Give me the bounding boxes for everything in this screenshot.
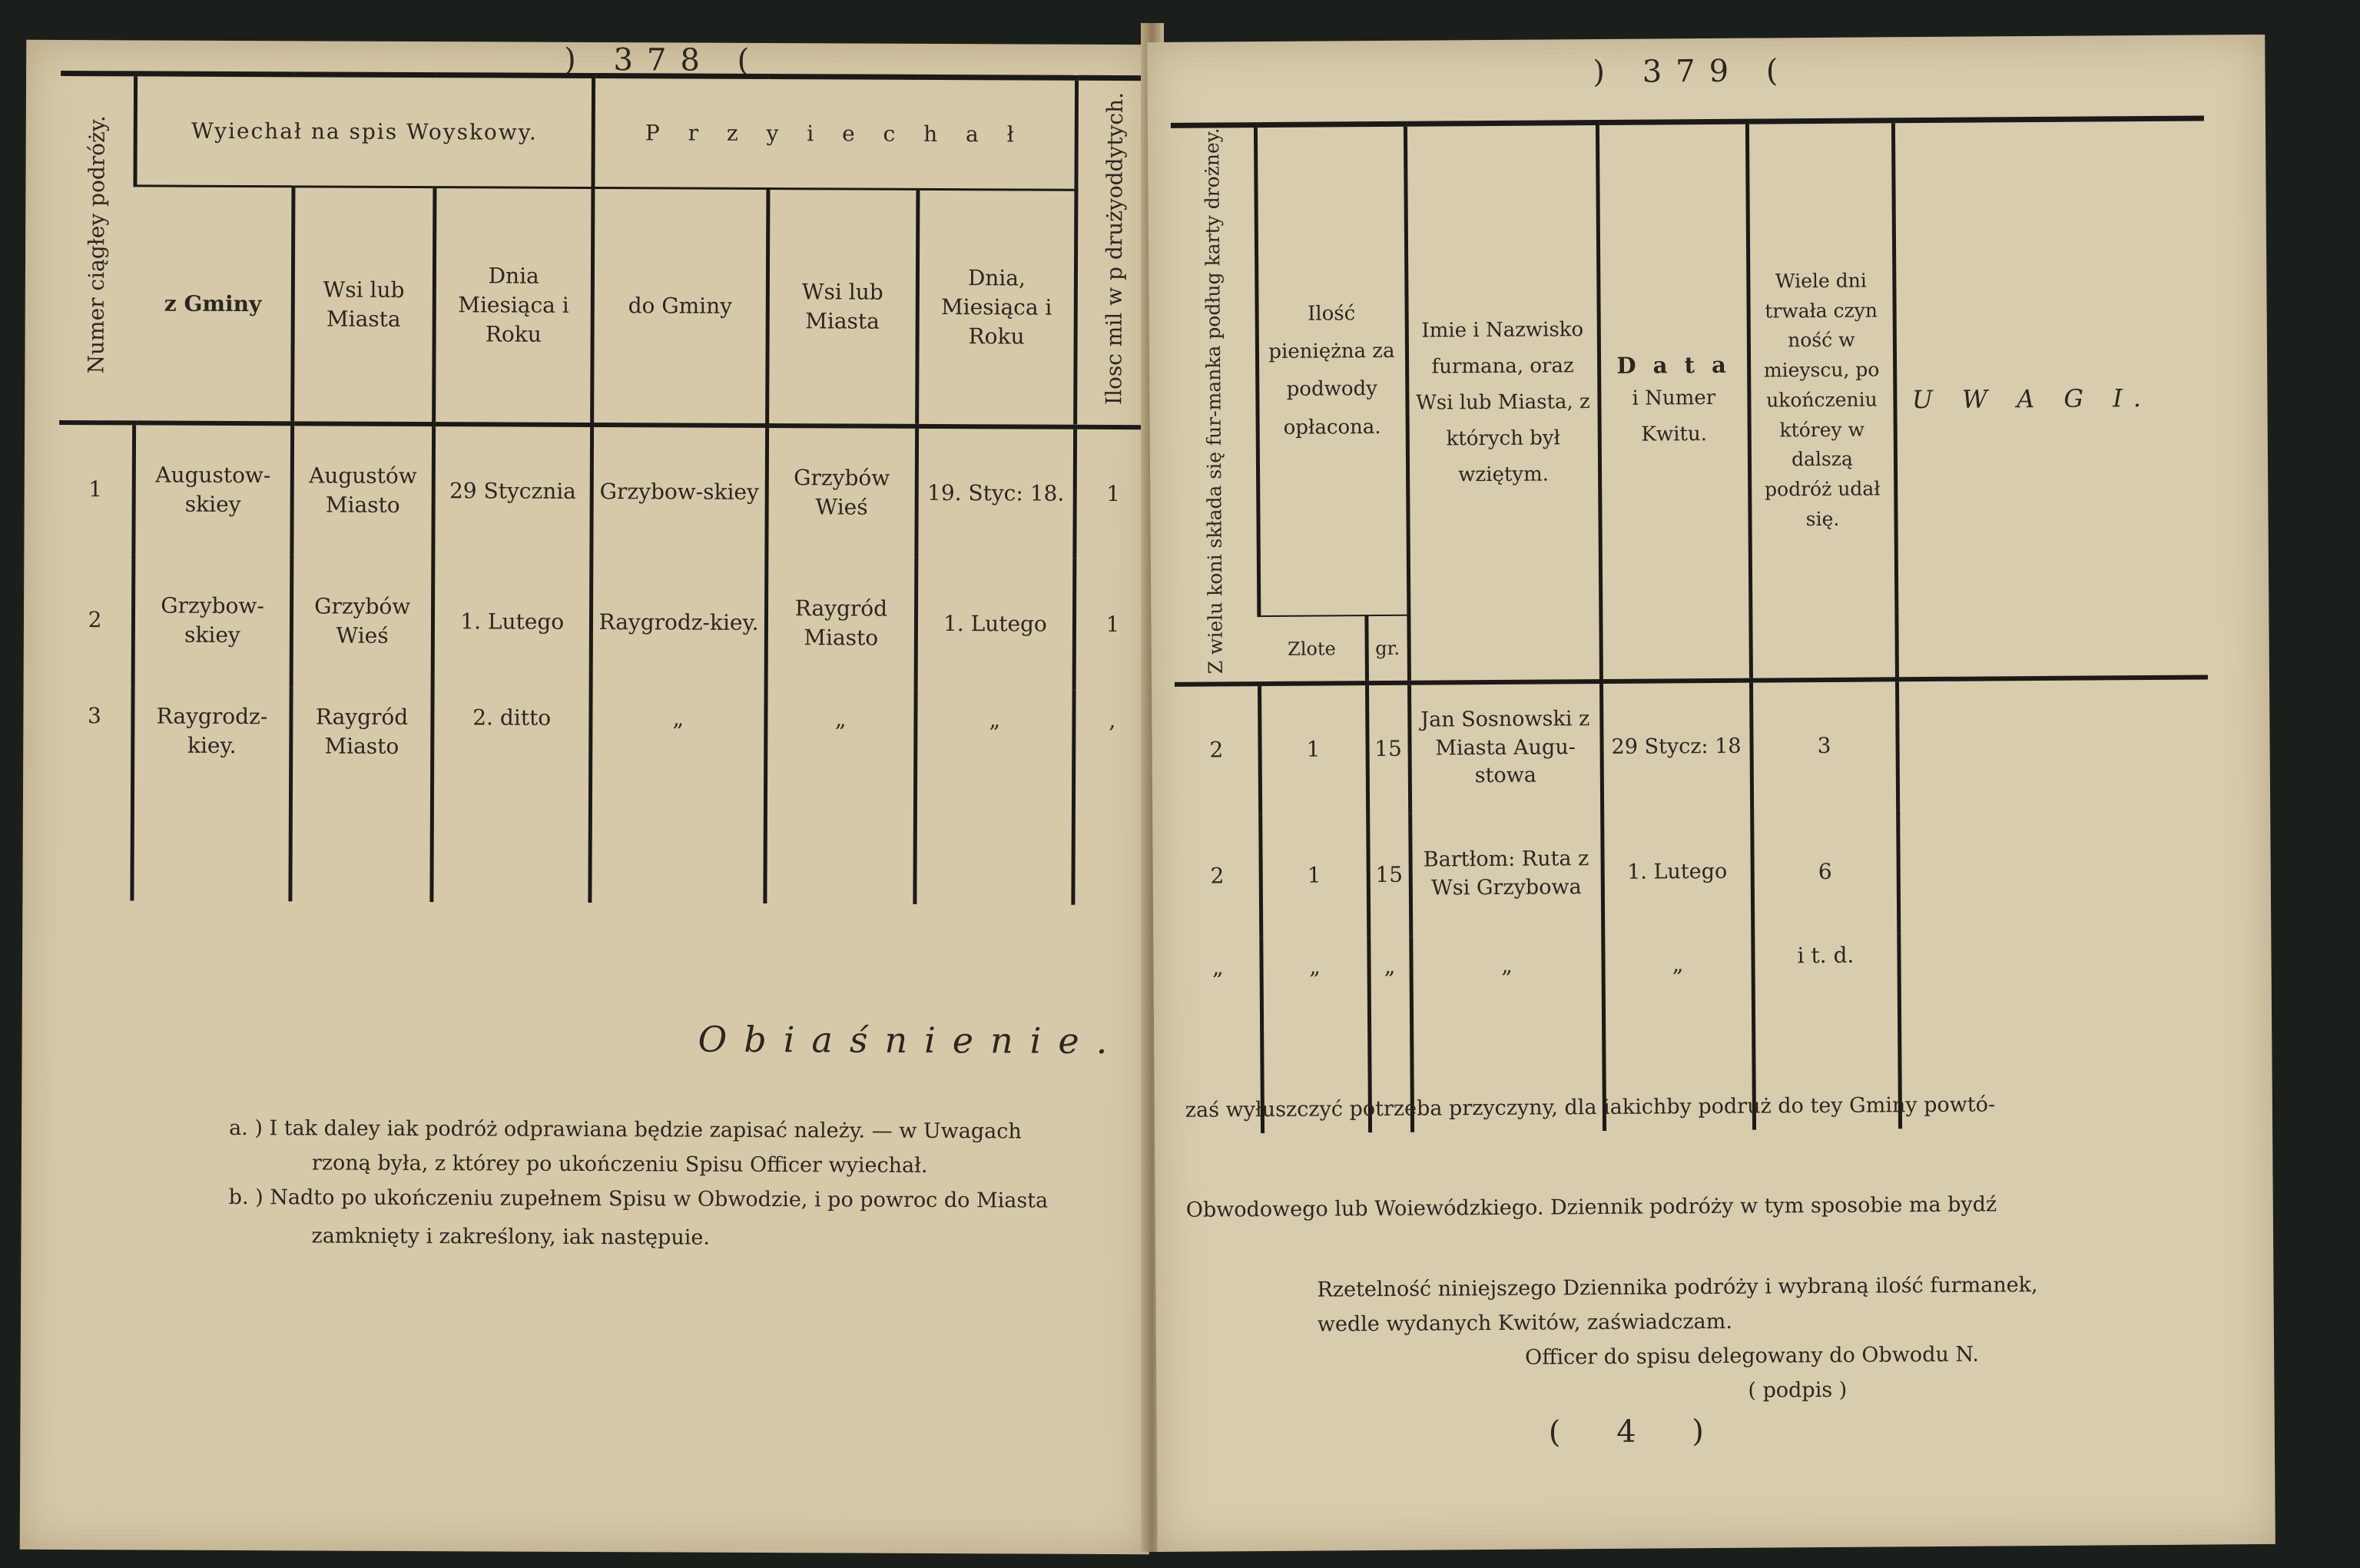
table-cell: Grzybów Wieś — [767, 426, 917, 559]
table-cell: Raygród Miasto — [290, 687, 433, 902]
table-cell: 6 — [1752, 810, 1898, 933]
table-cell: „ — [915, 690, 1074, 905]
header-dnia-1: Dnia Miesiąca i Roku — [434, 187, 593, 425]
table-cell: „ — [1368, 936, 1412, 1132]
note-line: ( podpis ) — [1748, 1377, 1848, 1403]
table-cell — [1898, 807, 2209, 933]
note-line: rzoną była, z którey po ukończeniu Spisu Officer wyiechał. — [311, 1151, 928, 1178]
table-cell: 1. Lutego — [1602, 811, 1752, 934]
table-cell: Augustow-skiey — [134, 423, 293, 555]
table-cell: 2. ditto — [432, 688, 591, 903]
page-number-left: ) 378 ( — [564, 41, 764, 78]
table-cell: 3 — [87, 703, 101, 729]
table-cell: 15 — [1367, 682, 1410, 813]
table-cell: 1 — [1074, 559, 1149, 691]
table-cell: 1. Lutego — [916, 558, 1075, 691]
header-wyjechal: Wyiechał na spis Woyskowy. — [135, 74, 594, 188]
header-data-title: D a t a — [1616, 351, 1731, 379]
header-wsi-lub-miasta-2: Wsi lub Miasta — [767, 189, 917, 426]
table-cell: i t. d. — [1752, 933, 1900, 1129]
note-line: b. ) Nadto po ukończeniu zupełnem Spisu w Obwodzie, i po powroc do Miasta — [228, 1185, 1049, 1213]
table-cell: 1 — [1260, 814, 1368, 937]
table-cell: 1. Lutego — [433, 555, 592, 688]
header-wsi-lub-miasta-1: Wsi lub Miasta — [293, 187, 436, 424]
table-cell — [1897, 677, 2209, 810]
section-heading: Obiaśnienie. — [698, 1018, 1125, 1062]
header-z-gminy: z Gminy — [164, 290, 262, 317]
table-cell: 1 — [1259, 683, 1367, 814]
signature-mark: ( 4 ) — [1548, 1413, 1728, 1450]
table-cell: Raygrodz-kiey. — [591, 556, 766, 689]
table-cell: „ — [1603, 933, 1754, 1130]
table-cell: 1 — [58, 423, 134, 555]
table-cell: 29 Stycz: 18 — [1601, 680, 1752, 811]
note-line: zamknięty i zakreślony, iak następuie. — [311, 1224, 711, 1250]
header-data-sub: i Numer Kwitu. — [1632, 386, 1716, 446]
header-wiele: Wiele dni trwała czyn ność w mieyscu, po ukończeniu którey w dalszą podróż udał się. — [1747, 121, 1897, 680]
table-cell: Grzybow-skiey — [592, 425, 767, 558]
table-cell: „ — [590, 688, 766, 903]
note-line: Obwodowego lub Woiewódzkiego. Dziennik podróży w tym sposobie ma bydź — [1185, 1192, 1997, 1222]
header-dnia-2: Dnia, Miesiąca i Roku — [917, 190, 1076, 427]
header-zlote: Zlote — [1258, 615, 1367, 684]
page-number-right: ) 379 ( — [1593, 53, 1792, 91]
note-line: zaś wyłuszczyć potrzeba przyczyny, dla iakichby podruż do tey Gminy powtó- — [1185, 1092, 1996, 1122]
table-cell: 15 — [1367, 813, 1410, 936]
table-cell: Grzybów Wieś — [291, 555, 433, 688]
header-imie: Imie i Nazwisko furmana, oraz Wsi lub Miasta, z których był wziętym. — [1405, 123, 1601, 683]
note-line: Officer do spisu delegowany do Obwodu N. — [1525, 1342, 1979, 1370]
table-cell: 2 — [88, 607, 102, 633]
header-uwagi: U W A G I. — [1893, 118, 2208, 679]
header-ilosc: Ilość pieniężna za podwody opłacona. — [1255, 124, 1408, 616]
table-cell: 2 — [1175, 684, 1260, 815]
table-cell: „ — [1261, 936, 1370, 1133]
table-cell: , — [1073, 691, 1149, 905]
table-cell: 3 — [1751, 679, 1898, 811]
table-cell: „ — [1211, 954, 1224, 980]
header-do-gminy: do Gminy — [592, 188, 768, 426]
table-cell: 19. Styc: 18. — [916, 426, 1076, 559]
table-cell: Raygród Miasto — [766, 557, 916, 690]
header-data — [1597, 121, 1751, 681]
table-cell: 2 — [1210, 863, 1225, 889]
left-page — [20, 40, 1156, 1554]
right-page — [1147, 35, 2275, 1552]
header-koni: Z wielu koni składa się fur-manka podług karty drożney. — [1171, 125, 1259, 685]
header-przyjechal: P r z y i e c h a ł — [593, 76, 1076, 191]
left-ledger-table — [57, 71, 1152, 905]
header-numer: Numer ciągłey podróży. — [59, 73, 136, 423]
note-line: Rzetelność niniejszego Dziennika podróży i wybraną ilość furmanek, — [1317, 1273, 2038, 1302]
table-cell: Jan Sosnowski z Miasta Augu-stowa — [1409, 681, 1602, 814]
table-cell: Augustów Miasto — [292, 423, 434, 555]
note-line: wedle wydanych Kwitów, zaświadczam. — [1317, 1309, 1733, 1337]
note-line: a. ) I tak daley iak podróż odprawiana będzie zapisać należy. — w Uwagach — [229, 1116, 1022, 1144]
right-ledger-table — [1171, 116, 2211, 1134]
table-cell: „ — [1410, 935, 1604, 1132]
table-cell: 29 Stycznia — [433, 424, 592, 557]
table-cell: Raygrodz-kiey. — [132, 686, 291, 901]
table-cell: 1 — [1075, 426, 1150, 559]
header-gr: gr. — [1366, 615, 1409, 683]
table-cell: „ — [765, 689, 916, 904]
table-cell: Bartłom: Ruta z Wsi Grzybowa — [1410, 812, 1603, 936]
table-cell: Grzybow-skiey — [133, 555, 292, 688]
header-ilosc-mil: Ilosc mil w p drużyoddytych. — [1076, 78, 1152, 427]
